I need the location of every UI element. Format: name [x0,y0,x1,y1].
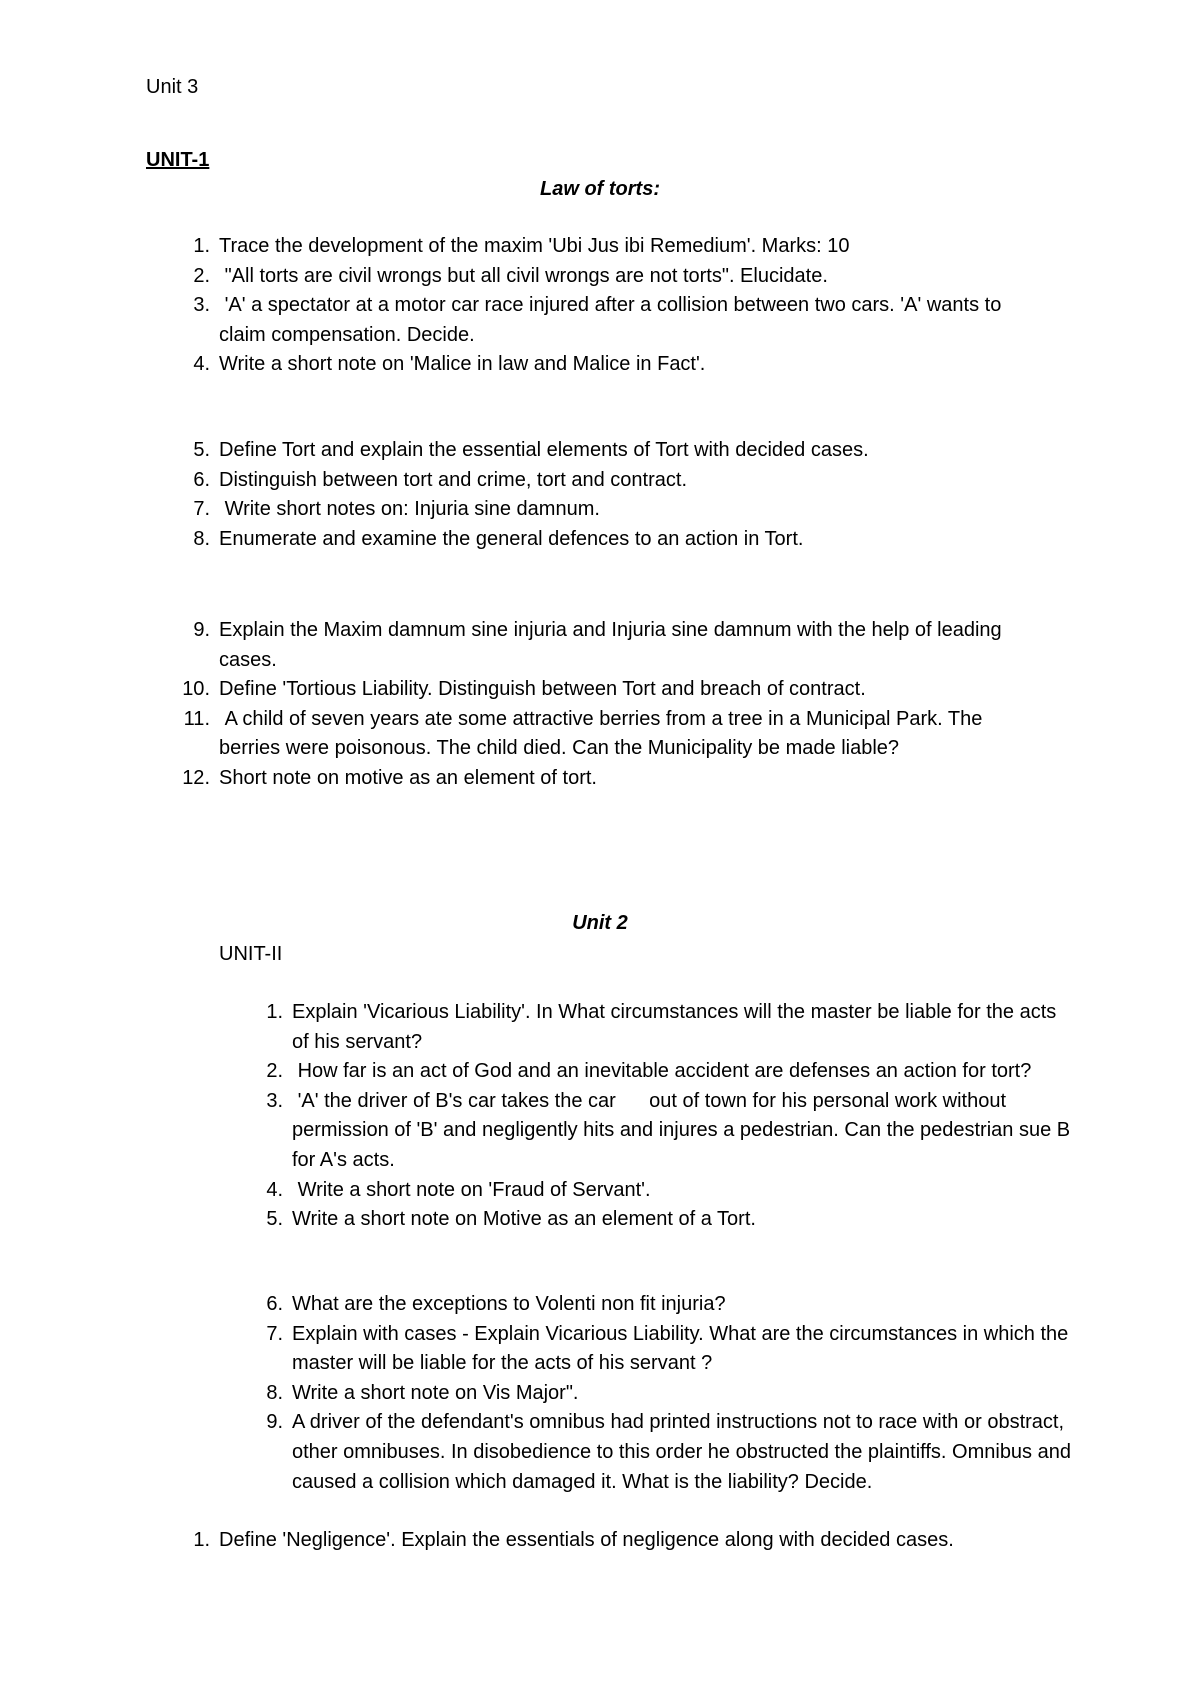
question-item [193,616,1029,675]
question-number: 2 . [176,262,210,292]
question-item [266,1205,1072,1235]
question-text: Explain with cases - Explain Vicarious Liability. What are the circumstances in which the master will be liable for the acts of his servant ? [292,1322,1074,1375]
unit2-title: Unit 2 [572,912,628,934]
question-number: 5 . [176,436,210,466]
question-text: 'A' a spectator at a motor car race injured after a collision between two cars. 'A' wants to claim compensation. Decide. [219,294,1007,346]
question-number: 1 . [176,1526,210,1556]
question-text: "All torts are civil wrongs but all civil wrongs are not torts". Elucidate. [219,264,828,287]
question-item [193,436,1029,466]
question-text: Short note on motive as an element of tort. [219,766,597,789]
question-number: 7 . [249,1320,283,1350]
question-item [193,1526,1089,1556]
question-item [266,1408,1077,1497]
question-text: Explain the Maxim damnum sine injuria and Injuria sine damnum with the help of leading cases. [219,619,1008,671]
unit1-question-list-c [182,616,1029,794]
question-number: 6 . [249,1290,283,1320]
question-item [266,998,1072,1057]
question-text: 'A' the driver of B's car takes the car out of town for his personal work without permission of 'B' and negligently hits and injures a pedestrian. Can the pedestrian sue B for A's acts. [292,1089,1076,1171]
question-number: 11 . [176,705,210,735]
question-number: 6 . [176,466,210,496]
question-text: Define 'Tortious Liability. Distinguish between Tort and breach of contract. [219,678,866,701]
question-number: 1 . [176,232,210,262]
question-text: Write a short note on Motive as an element of a Tort. [292,1208,756,1231]
question-text: Explain 'Vicarious Liability'. In What circumstances will the master be liable for the acts of his servant? [292,1001,1062,1053]
unit2-question-list-b [266,1290,1077,1497]
question-number: 5 . [249,1205,283,1235]
question-text: Distinguish between tort and crime, tort and contract. [219,468,688,491]
question-item [266,1290,1072,1320]
question-item [193,291,1029,350]
unit1-heading: UNIT-1 [146,149,210,171]
question-text: Write a short note on Vis Major". [292,1381,579,1404]
question-text: Write short notes on: Injuria sine damnum. [219,498,600,521]
question-item [193,466,1029,496]
question-text: A driver of the defendant's omnibus had printed instructions not to race with or obstract, other omnibuses. In disobedience to this order he obstructed the plaintiffs. Omnibus and caused a collision which damaged it. What is the liability? Decide. [292,1411,1077,1493]
question-text: Define 'Negligence'. Explain the essentials of negligence along with decided cases. [219,1529,954,1551]
question-text: How far is an act of God and an inevitable accident are defenses an action for tort? [292,1060,1032,1083]
question-item [193,525,1029,555]
question-item [193,495,1029,525]
unit1-question-list-b [193,436,1029,554]
question-text: Enumerate and examine the general defences to an action in Tort. [219,527,804,550]
question-number: 3 . [176,291,210,321]
question-text: Write a short note on 'Fraud of Servant'. [292,1178,651,1201]
question-number: 12 . [176,764,210,794]
question-text: Trace the development of the maxim 'Ubi Jus ibi Remedium'. Marks: 10 [219,235,850,257]
unit2-subheading: UNIT-II [219,943,283,965]
unit2-question-list-a [266,998,1076,1235]
question-item [266,1057,1072,1087]
question-number: 8 . [249,1379,283,1409]
question-item [193,350,1029,380]
question-number: 10 . [176,675,210,705]
question-number: 7 . [176,495,210,525]
question-text: A child of seven years ate some attractive berries from a tree in a Municipal Park. The berries were poisonous. The child died. Can the Municipality be made liable? [219,707,988,760]
question-number: 8 . [176,525,210,555]
question-text: Define Tort and explain the essential elements of Tort with decided cases. [219,439,869,461]
question-number: 2 . [249,1057,283,1087]
question-number: 1 . [249,998,283,1028]
unit2-question-list-c [193,1526,1089,1556]
question-text: Write a short note on 'Malice in law and Malice in Fact'. [219,353,706,376]
question-item [266,1176,1072,1206]
question-text: What are the exceptions to Volenti non fit injuria? [292,1293,726,1315]
question-item [193,232,1029,262]
question-number: 4 . [249,1176,283,1206]
question-item [266,1379,1072,1409]
question-item [182,764,1029,794]
question-item [182,675,1029,705]
question-number: 4 . [176,350,210,380]
question-item [183,705,1029,764]
question-item [266,1320,1074,1379]
unit1-title: Law of torts: [540,178,660,200]
question-number: 3 . [249,1087,283,1117]
question-number: 9 . [176,616,210,646]
unit1-question-list-a [193,232,1029,380]
question-number: 9 . [249,1408,283,1438]
question-item [193,262,1029,292]
question-item [266,1087,1076,1176]
unit-label: Unit 3 [146,76,199,98]
